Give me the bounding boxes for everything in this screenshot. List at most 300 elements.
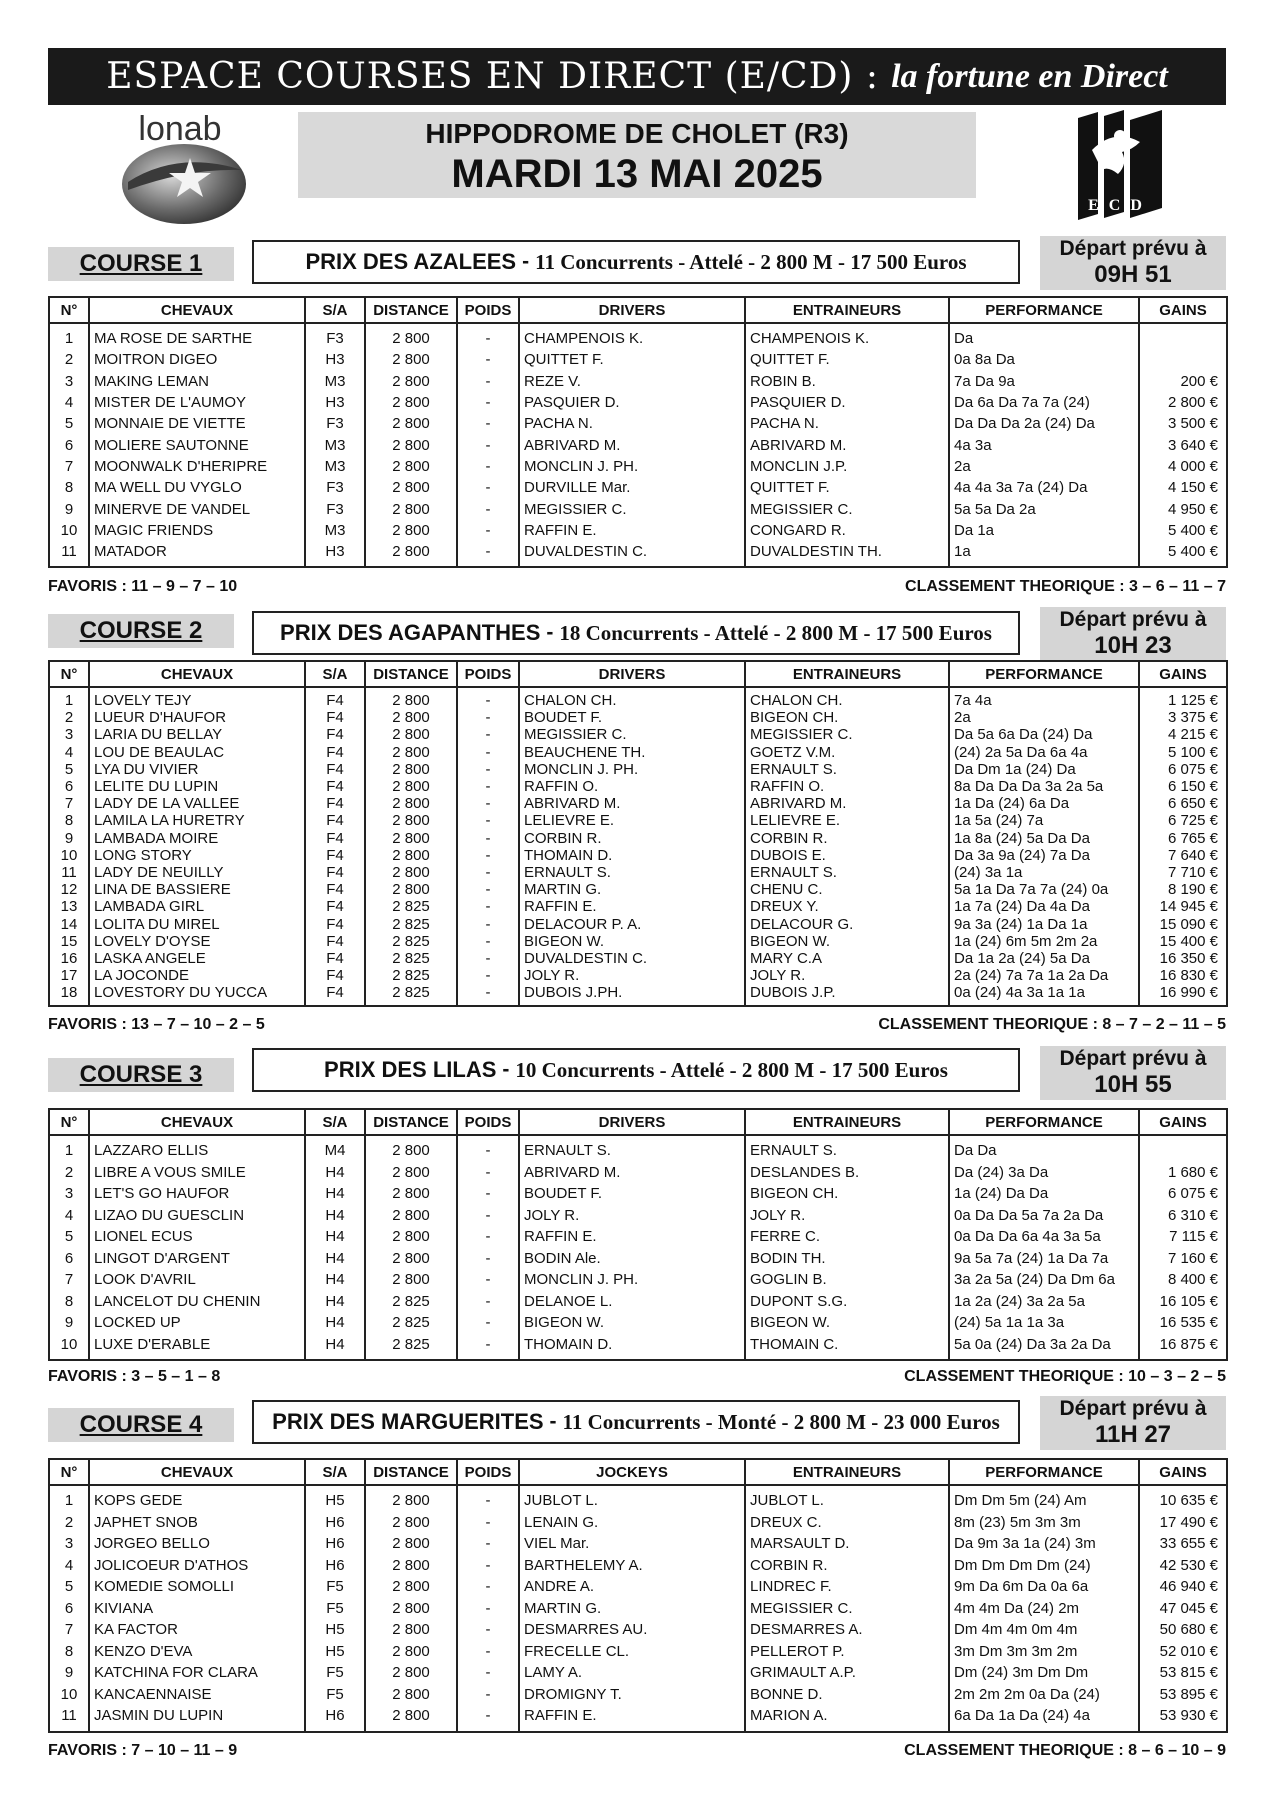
cell-driver: BIGEON W. — [519, 1312, 745, 1334]
cell-performance: 0a Da Da 5a 7a 2a Da — [949, 1205, 1139, 1227]
cell-driver: ABRIVARD M. — [519, 434, 745, 455]
favoris: FAVORIS : 3 – 5 – 1 – 8 — [48, 1368, 221, 1385]
cell-distance: 2 800 — [365, 687, 457, 709]
cell-performance: 1a (24) 6m 5m 2m 2a — [949, 933, 1139, 950]
cell-weight: - — [457, 1684, 519, 1706]
cell-trainer: BIGEON W. — [745, 933, 949, 950]
column-header-sex-age: S/A — [305, 1459, 365, 1485]
lonab-logo — [118, 110, 248, 228]
table-row — [49, 1183, 1227, 1205]
cell-horse: KATCHINA FOR CLARA — [89, 1662, 305, 1684]
cell-driver: ABRIVARD M. — [519, 795, 745, 812]
race-date: MARDI 13 MAI 2025 — [451, 152, 823, 196]
table-row — [49, 1684, 1227, 1706]
cell-num: 1 — [49, 687, 89, 709]
cell-num: 1 — [49, 1485, 89, 1512]
cell-trainer: DUPONT S.G. — [745, 1291, 949, 1313]
cell-weight: - — [457, 1662, 519, 1684]
cell-sex-age: F4 — [305, 744, 365, 761]
cell-num: 1 — [49, 323, 89, 349]
column-header-num: N° — [49, 1459, 89, 1485]
cell-gains: 14 945 € — [1139, 898, 1227, 915]
course-1-table — [48, 296, 1228, 568]
cell-sex-age: H3 — [305, 392, 365, 413]
column-header-distance: DISTANCE — [365, 661, 457, 687]
column-header-horse: CHEVAUX — [89, 1459, 305, 1485]
column-header-trainer: ENTRAINEURS — [745, 1109, 949, 1135]
cell-weight: - — [457, 456, 519, 477]
cell-weight: - — [457, 1162, 519, 1184]
cell-trainer: THOMAIN C. — [745, 1334, 949, 1361]
cell-driver: QUITTET F. — [519, 349, 745, 370]
cell-gains: 46 940 € — [1139, 1576, 1227, 1598]
prix-name: PRIX DES AZALEES — [305, 249, 517, 274]
cell-horse: MA ROSE DE SARTHE — [89, 323, 305, 349]
cell-trainer: BIGEON W. — [745, 1312, 949, 1334]
cell-distance: 2 825 — [365, 1291, 457, 1313]
cell-performance: 1a — [949, 541, 1139, 567]
cell-gains: 7 160 € — [1139, 1248, 1227, 1270]
classement-theorique: CLASSEMENT THEORIQUE : 8 – 7 – 2 – 11 – 5 — [878, 1016, 1226, 1033]
table-row — [49, 349, 1227, 370]
column-header-gains: GAINS — [1139, 297, 1227, 323]
cell-sex-age: F4 — [305, 967, 365, 984]
cell-driver: MARTIN G. — [519, 881, 745, 898]
cell-sex-age: H3 — [305, 349, 365, 370]
table-row — [49, 1269, 1227, 1291]
cell-gains — [1139, 323, 1227, 349]
cell-sex-age: H5 — [305, 1485, 365, 1512]
cell-gains: 3 500 € — [1139, 413, 1227, 434]
cell-trainer: DUBOIS J.P. — [745, 984, 949, 1006]
cell-driver: DUBOIS J.PH. — [519, 984, 745, 1006]
cell-driver: MONCLIN J. PH. — [519, 1269, 745, 1291]
table-row — [49, 1291, 1227, 1313]
cell-weight: - — [457, 950, 519, 967]
cell-gains: 3 375 € — [1139, 709, 1227, 726]
cell-num: 15 — [49, 933, 89, 950]
course-2-depart: Départ prévu à 10H 23 — [1040, 607, 1226, 661]
cell-distance: 2 800 — [365, 498, 457, 519]
cell-horse: LAMBADA GIRL — [89, 898, 305, 915]
cell-sex-age: H5 — [305, 1619, 365, 1641]
cell-gains: 53 930 € — [1139, 1705, 1227, 1732]
column-header-distance: DISTANCE — [365, 1109, 457, 1135]
cell-trainer: QUITTET F. — [745, 349, 949, 370]
cell-distance: 2 800 — [365, 1598, 457, 1620]
cell-driver: BOUDET F. — [519, 709, 745, 726]
cell-driver: DELACOUR P. A. — [519, 915, 745, 932]
cell-performance: 5a 0a (24) Da 3a 2a Da — [949, 1334, 1139, 1361]
cell-num: 2 — [49, 1512, 89, 1534]
cell-driver: THOMAIN D. — [519, 847, 745, 864]
cell-horse: LADY DE LA VALLEE — [89, 795, 305, 812]
cell-sex-age: H6 — [305, 1555, 365, 1577]
cell-num: 11 — [49, 541, 89, 567]
column-header-horse: CHEVAUX — [89, 1109, 305, 1135]
cell-performance: 4a 3a — [949, 434, 1139, 455]
cell-distance: 2 800 — [365, 413, 457, 434]
cell-driver: CHAMPENOIS K. — [519, 323, 745, 349]
table-row — [49, 520, 1227, 541]
cell-num: 4 — [49, 1555, 89, 1577]
cell-horse: LADY DE NEUILLY — [89, 864, 305, 881]
cell-num: 10 — [49, 847, 89, 864]
cell-driver: DUVALDESTIN C. — [519, 950, 745, 967]
cell-gains: 4 150 € — [1139, 477, 1227, 498]
table-row — [49, 915, 1227, 932]
cell-gains: 50 680 € — [1139, 1619, 1227, 1641]
cell-num: 3 — [49, 1183, 89, 1205]
cell-gains: 5 400 € — [1139, 541, 1227, 567]
cell-trainer: BIGEON CH. — [745, 1183, 949, 1205]
cell-driver: RAFFIN E. — [519, 1705, 745, 1732]
cell-performance: 0a Da Da 6a 4a 3a 5a — [949, 1226, 1139, 1248]
cell-sex-age: H4 — [305, 1205, 365, 1227]
cell-distance: 2 800 — [365, 1533, 457, 1555]
cell-num: 11 — [49, 864, 89, 881]
cell-sex-age: F3 — [305, 413, 365, 434]
cell-weight: - — [457, 984, 519, 1006]
column-header-performance: PERFORMANCE — [949, 661, 1139, 687]
cell-num: 13 — [49, 898, 89, 915]
cell-horse: JASMIN DU LUPIN — [89, 1705, 305, 1732]
banner-title: ESPACE COURSES EN DIRECT (E/CD) : — [106, 56, 880, 97]
cell-performance: 9a 5a 7a (24) 1a Da 7a — [949, 1248, 1139, 1270]
cell-weight: - — [457, 1705, 519, 1732]
cell-distance: 2 800 — [365, 1576, 457, 1598]
cell-num: 4 — [49, 744, 89, 761]
prix-details: 11 Concurrents - Attelé - 2 800 M - 17 500 Euros — [535, 249, 967, 274]
column-header-gains: GAINS — [1139, 1109, 1227, 1135]
cell-sex-age: F3 — [305, 323, 365, 349]
cell-trainer: JOLY R. — [745, 1205, 949, 1227]
cell-sex-age: M3 — [305, 434, 365, 455]
table-row — [49, 477, 1227, 498]
cell-performance: 2m 2m 2m 0a Da (24) — [949, 1684, 1139, 1706]
cell-performance: 1a (24) Da Da — [949, 1183, 1139, 1205]
cell-horse: LA JOCONDE — [89, 967, 305, 984]
cell-weight: - — [457, 687, 519, 709]
cell-distance: 2 800 — [365, 1162, 457, 1184]
column-header-performance: PERFORMANCE — [949, 297, 1139, 323]
column-header-sex-age: S/A — [305, 1109, 365, 1135]
table-row — [49, 413, 1227, 434]
cell-sex-age: H4 — [305, 1334, 365, 1361]
cell-performance: Dm 4m 4m 0m 4m — [949, 1619, 1139, 1641]
cell-driver: MARTIN G. — [519, 1598, 745, 1620]
table-row — [49, 898, 1227, 915]
cell-trainer: QUITTET F. — [745, 477, 949, 498]
cell-distance: 2 800 — [365, 761, 457, 778]
course-4-footer — [48, 1742, 1226, 1760]
cell-weight: - — [457, 933, 519, 950]
cell-driver: JOLY R. — [519, 967, 745, 984]
cell-weight: - — [457, 541, 519, 567]
cell-distance: 2 800 — [365, 1205, 457, 1227]
course-3-prix: PRIX DES LILAS - 10 Concurrents - Attelé - 2 800 M - 17 500 Euros — [252, 1048, 1020, 1092]
table-row — [49, 1205, 1227, 1227]
column-header-distance: DISTANCE — [365, 297, 457, 323]
cell-performance: 1a Da (24) 6a Da — [949, 795, 1139, 812]
cell-num: 16 — [49, 950, 89, 967]
cell-gains: 5 400 € — [1139, 520, 1227, 541]
cell-driver: DURVILLE Mar. — [519, 477, 745, 498]
column-header-horse: CHEVAUX — [89, 661, 305, 687]
cell-driver: RAFFIN E. — [519, 520, 745, 541]
cell-driver: THOMAIN D. — [519, 1334, 745, 1361]
cell-driver: RAFFIN O. — [519, 778, 745, 795]
cell-weight: - — [457, 520, 519, 541]
cell-trainer: ERNAULT S. — [745, 761, 949, 778]
cell-gains: 8 400 € — [1139, 1269, 1227, 1291]
cell-distance: 2 800 — [365, 1619, 457, 1641]
column-header-num: N° — [49, 661, 89, 687]
table-header-row — [49, 661, 1227, 687]
cell-horse: LOOK D'AVRIL — [89, 1269, 305, 1291]
course-1-depart: Départ prévu à 09H 51 — [1040, 236, 1226, 290]
cell-sex-age: H4 — [305, 1291, 365, 1313]
cell-weight: - — [457, 1512, 519, 1534]
cell-weight: - — [457, 744, 519, 761]
cell-weight: - — [457, 1291, 519, 1313]
cell-sex-age: H4 — [305, 1226, 365, 1248]
cell-num: 6 — [49, 778, 89, 795]
column-header-sex-age: S/A — [305, 297, 365, 323]
table-row — [49, 1248, 1227, 1270]
cell-gains: 16 350 € — [1139, 950, 1227, 967]
hippodrome-name: HIPPODROME DE CHOLET (R3) — [425, 118, 849, 149]
course-2-prix: PRIX DES AGAPANTHES - 18 Concurrents - Attelé - 2 800 M - 17 500 Euros — [252, 611, 1020, 655]
table-row — [49, 847, 1227, 864]
cell-weight: - — [457, 1226, 519, 1248]
cell-trainer: LINDREC F. — [745, 1576, 949, 1598]
cell-weight: - — [457, 1533, 519, 1555]
table-row — [49, 1555, 1227, 1577]
cell-gains: 53 895 € — [1139, 1684, 1227, 1706]
cell-performance: Dm (24) 3m Dm Dm — [949, 1662, 1139, 1684]
cell-weight: - — [457, 1269, 519, 1291]
cell-sex-age: H6 — [305, 1705, 365, 1732]
cell-trainer: PASQUIER D. — [745, 392, 949, 413]
cell-weight: - — [457, 1485, 519, 1512]
cell-driver: DUVALDESTIN C. — [519, 541, 745, 567]
cell-driver: FRECELLE CL. — [519, 1641, 745, 1663]
cell-sex-age: F4 — [305, 812, 365, 829]
cell-performance: 2a — [949, 456, 1139, 477]
cell-weight: - — [457, 830, 519, 847]
classement-theorique: CLASSEMENT THEORIQUE : 3 – 6 – 11 – 7 — [905, 578, 1226, 595]
cell-horse: LIONEL ECUS — [89, 1226, 305, 1248]
cell-trainer: MARSAULT D. — [745, 1533, 949, 1555]
table-row — [49, 812, 1227, 829]
table-row — [49, 709, 1227, 726]
course-4-label: COURSE 4 — [48, 1408, 234, 1442]
column-header-trainer: ENTRAINEURS — [745, 297, 949, 323]
cell-num: 9 — [49, 1662, 89, 1684]
cell-driver: ERNAULT S. — [519, 864, 745, 881]
hippodrome-header — [298, 112, 976, 198]
cell-horse: MA WELL DU VYGLO — [89, 477, 305, 498]
course-1-footer — [48, 578, 1226, 596]
cell-sex-age: F4 — [305, 898, 365, 915]
favoris: FAVORIS : 13 – 7 – 10 – 2 – 5 — [48, 1016, 265, 1033]
cell-horse: JORGEO BELLO — [89, 1533, 305, 1555]
cell-distance: 2 800 — [365, 726, 457, 743]
cell-trainer: GOGLIN B. — [745, 1269, 949, 1291]
cell-gains: 17 490 € — [1139, 1512, 1227, 1534]
cell-horse: KANCAENNAISE — [89, 1684, 305, 1706]
cell-trainer: GRIMAULT A.P. — [745, 1662, 949, 1684]
cell-performance: Da Da — [949, 1135, 1139, 1162]
cell-num: 14 — [49, 915, 89, 932]
cell-trainer: ABRIVARD M. — [745, 795, 949, 812]
cell-horse: KIVIANA — [89, 1598, 305, 1620]
course-4-depart: Départ prévu à 11H 27 — [1040, 1396, 1226, 1450]
cell-driver: LAMY A. — [519, 1662, 745, 1684]
cell-driver: BARTHELEMY A. — [519, 1555, 745, 1577]
course-3-footer — [48, 1368, 1226, 1386]
cell-horse: MOITRON DIGEO — [89, 349, 305, 370]
cell-trainer: MEGISSIER C. — [745, 1598, 949, 1620]
cell-num: 8 — [49, 1291, 89, 1313]
table-row — [49, 933, 1227, 950]
cell-performance: Da 9m 3a 1a (24) 3m — [949, 1533, 1139, 1555]
cell-trainer: BODIN TH. — [745, 1248, 949, 1270]
cell-trainer: DESLANDES B. — [745, 1162, 949, 1184]
cell-sex-age: H4 — [305, 1312, 365, 1334]
depart-time: 10H 23 — [1094, 632, 1172, 659]
table-row — [49, 541, 1227, 567]
cell-trainer: FERRE C. — [745, 1226, 949, 1248]
cell-sex-age: M3 — [305, 371, 365, 392]
cell-weight: - — [457, 795, 519, 812]
cell-distance: 2 800 — [365, 1485, 457, 1512]
cell-weight: - — [457, 1641, 519, 1663]
table-row — [49, 687, 1227, 709]
cell-driver: VIEL Mar. — [519, 1533, 745, 1555]
cell-sex-age: M3 — [305, 520, 365, 541]
table-row — [49, 1485, 1227, 1512]
cell-performance: 9m Da 6m Da 0a 6a — [949, 1576, 1139, 1598]
cell-weight: - — [457, 1619, 519, 1641]
cell-horse: LAZZARO ELLIS — [89, 1135, 305, 1162]
cell-performance: 5a 5a Da 2a — [949, 498, 1139, 519]
cell-gains: 15 400 € — [1139, 933, 1227, 950]
cell-distance: 2 800 — [365, 520, 457, 541]
cell-trainer: MEGISSIER C. — [745, 726, 949, 743]
table-row — [49, 1226, 1227, 1248]
cell-sex-age: F3 — [305, 498, 365, 519]
column-header-num: N° — [49, 1109, 89, 1135]
cell-gains: 15 090 € — [1139, 915, 1227, 932]
cell-performance: Da Dm 1a (24) Da — [949, 761, 1139, 778]
course-2-label: COURSE 2 — [48, 614, 234, 648]
table-row — [49, 1162, 1227, 1184]
cell-performance: 8m (23) 5m 3m 3m — [949, 1512, 1139, 1534]
cell-performance: 8a Da Da Da 3a 2a 5a — [949, 778, 1139, 795]
cell-num: 3 — [49, 371, 89, 392]
cell-horse: KOMEDIE SOMOLLI — [89, 1576, 305, 1598]
cell-trainer: BIGEON CH. — [745, 709, 949, 726]
cell-performance: 7a Da 9a — [949, 371, 1139, 392]
cell-sex-age: F4 — [305, 726, 365, 743]
cell-distance: 2 800 — [365, 709, 457, 726]
table-row — [49, 795, 1227, 812]
cell-horse: LARIA DU BELLAY — [89, 726, 305, 743]
table-row — [49, 392, 1227, 413]
cell-num: 8 — [49, 1641, 89, 1663]
cell-performance: Dm Dm Dm Dm (24) — [949, 1555, 1139, 1577]
cell-num: 3 — [49, 1533, 89, 1555]
cell-horse: LINA DE BASSIERE — [89, 881, 305, 898]
cell-sex-age: H5 — [305, 1641, 365, 1663]
cell-horse: MISTER DE L'AUMOY — [89, 392, 305, 413]
cell-distance: 2 800 — [365, 830, 457, 847]
cell-distance: 2 800 — [365, 1684, 457, 1706]
cell-trainer: BONNE D. — [745, 1684, 949, 1706]
cell-distance: 2 800 — [365, 864, 457, 881]
cell-horse: KA FACTOR — [89, 1619, 305, 1641]
cell-performance: 3a 2a 5a (24) Da Dm 6a — [949, 1269, 1139, 1291]
cell-horse: MAKING LEMAN — [89, 371, 305, 392]
cell-weight: - — [457, 434, 519, 455]
cell-driver: DESMARRES AU. — [519, 1619, 745, 1641]
cell-horse: LIBRE A VOUS SMILE — [89, 1162, 305, 1184]
column-header-trainer: ENTRAINEURS — [745, 1459, 949, 1485]
cell-weight: - — [457, 761, 519, 778]
cell-sex-age: F4 — [305, 847, 365, 864]
header-banner — [48, 48, 1226, 105]
cell-driver: REZE V. — [519, 371, 745, 392]
column-header-weight: POIDS — [457, 1459, 519, 1485]
cell-driver: RAFFIN E. — [519, 1226, 745, 1248]
cell-distance: 2 800 — [365, 371, 457, 392]
cell-num: 8 — [49, 812, 89, 829]
cell-sex-age: F4 — [305, 687, 365, 709]
cell-sex-age: F5 — [305, 1576, 365, 1598]
cell-sex-age: F4 — [305, 881, 365, 898]
cell-driver: PASQUIER D. — [519, 392, 745, 413]
cell-gains — [1139, 349, 1227, 370]
cell-distance: 2 800 — [365, 1269, 457, 1291]
cell-gains: 10 635 € — [1139, 1485, 1227, 1512]
cell-distance: 2 800 — [365, 744, 457, 761]
cell-performance: Da (24) 3a Da — [949, 1162, 1139, 1184]
cell-weight: - — [457, 392, 519, 413]
cell-horse: MINERVE DE VANDEL — [89, 498, 305, 519]
cell-trainer: MARY C.A — [745, 950, 949, 967]
cell-performance: 6a Da 1a Da (24) 4a — [949, 1705, 1139, 1732]
cell-trainer: ABRIVARD M. — [745, 434, 949, 455]
cell-gains: 8 190 € — [1139, 881, 1227, 898]
cell-horse: LIZAO DU GUESCLIN — [89, 1205, 305, 1227]
cell-gains: 33 655 € — [1139, 1533, 1227, 1555]
cell-performance: Da 1a 2a (24) 5a Da — [949, 950, 1139, 967]
cell-gains: 1 125 € — [1139, 687, 1227, 709]
cell-trainer: MONCLIN J.P. — [745, 456, 949, 477]
cell-driver: BODIN Ale. — [519, 1248, 745, 1270]
cell-sex-age: F4 — [305, 709, 365, 726]
cell-gains: 6 765 € — [1139, 830, 1227, 847]
prix-details: 10 Concurrents - Attelé - 2 800 M - 17 500 Euros — [515, 1057, 948, 1082]
cell-sex-age: H4 — [305, 1248, 365, 1270]
cell-num: 5 — [49, 1226, 89, 1248]
cell-performance: (24) 2a 5a Da 6a 4a — [949, 744, 1139, 761]
cell-gains: 5 100 € — [1139, 744, 1227, 761]
cell-driver: JUBLOT L. — [519, 1485, 745, 1512]
cell-gains: 4 215 € — [1139, 726, 1227, 743]
